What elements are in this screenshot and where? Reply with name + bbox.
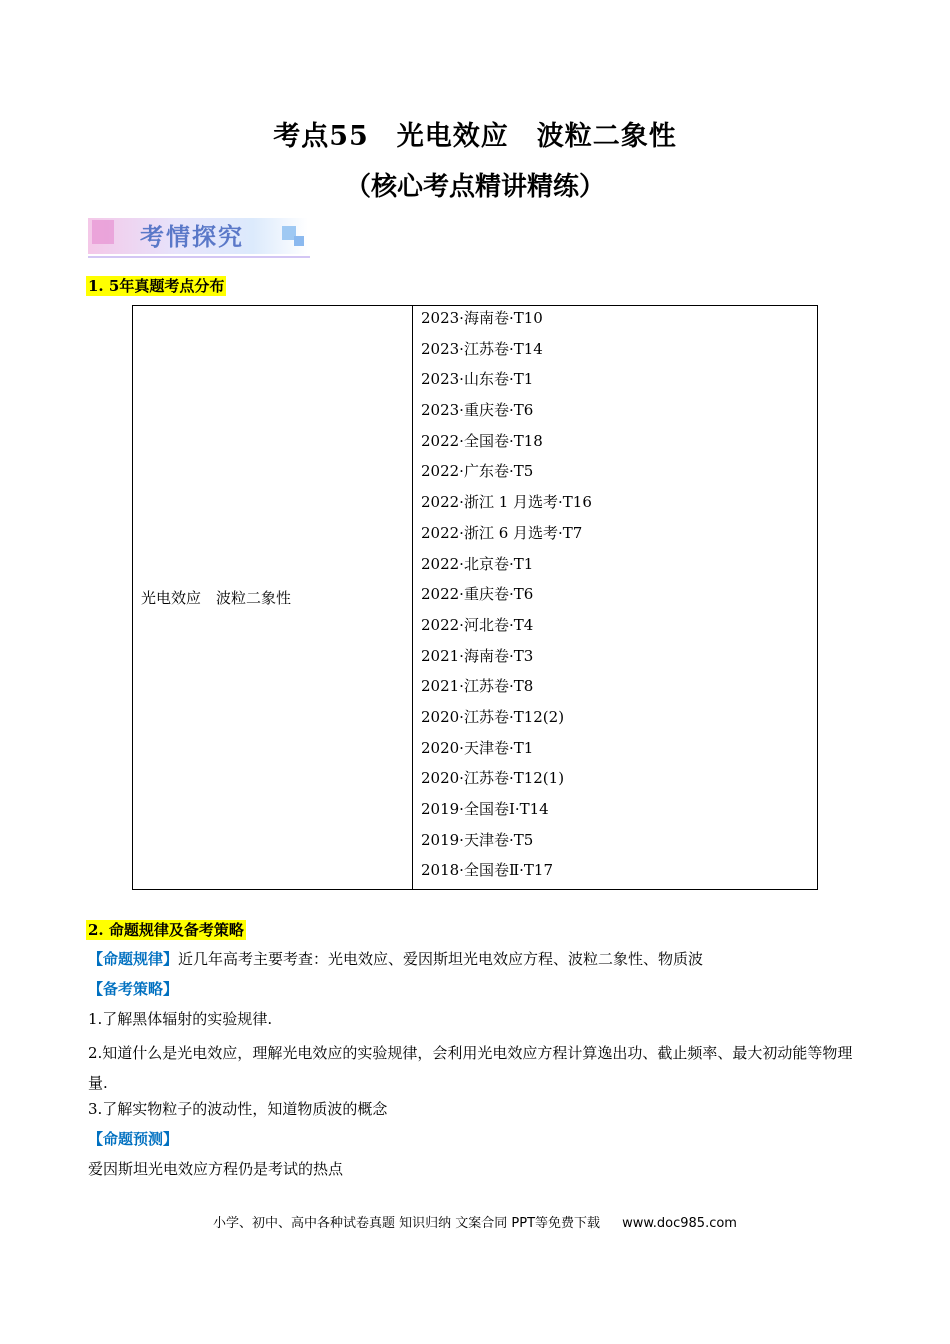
forecast-text: 爱因斯坦光电效应方程仍是考试的热点 (88, 1160, 344, 1178)
list-item: 2020·江苏卷·T12(2) (421, 707, 565, 726)
list-item: 2020·天津卷·T1 (421, 738, 534, 757)
list-item: 2023·海南卷·T10 (421, 309, 543, 327)
banner-decor-square (92, 220, 114, 244)
strategy-label-line (88, 978, 868, 1000)
page-title: 考点55 光电效应 波粒二象性 (273, 121, 677, 152)
list-item: 2022·重庆卷·T6 (421, 585, 534, 604)
forecast-label: 【命题预测】 (88, 1130, 179, 1148)
banner-title: 考情探究 (140, 223, 244, 251)
list-item: 2022·浙江 6 月选考·T7 (421, 523, 583, 542)
table-topic-cell: 光电效应 波粒二象性 (133, 306, 413, 890)
forecast-label-line (88, 1128, 868, 1150)
section-heading-strategy: 2. 命题规律及备考策略 (88, 921, 244, 939)
footer-text: 小学、初中、高中各种试卷真题 知识归纳 文案合同 PPT等免费下载 (213, 1216, 601, 1231)
strategy-item-2: 2.知道什么是光电效应，理解光电效应的实验规律，会利用光电效应方程计算逸出功、截止频率、最大初动能等物理量. (88, 1044, 853, 1092)
section-banner (88, 214, 314, 260)
list-item: 2023·江苏卷·T14 (421, 339, 543, 358)
list-item: 2021·江苏卷·T8 (421, 677, 534, 696)
list-item: 2022·全国卷·T18 (421, 431, 543, 450)
list-item: 2022·广东卷·T5 (421, 462, 534, 481)
footer-url: www.doc985.com (622, 1216, 737, 1231)
list-item: 2022·浙江 1 月选考·T16 (421, 493, 592, 512)
banner-underline (88, 256, 310, 258)
list-item: 2023·重庆卷·T6 (421, 401, 534, 420)
list-item: 2019·全国卷Ⅰ·T14 (421, 800, 549, 818)
strategy-item-3: 3.了解实物粒子的波动性，知道物质波的概念 (88, 1100, 388, 1118)
list-item: 2021·海南卷·T3 (421, 646, 534, 665)
exam-distribution-table (132, 305, 818, 890)
list-item: 2018·全国卷Ⅱ·T17 (421, 861, 553, 880)
list-item: 2023·山东卷·T1 (421, 370, 534, 389)
rule-text: 近几年高考主要考查：光电效应、爱因斯坦光电效应方程、波粒二象性、物质波 (178, 950, 704, 968)
page-subtitle: （核心考点精讲精练） (344, 172, 605, 202)
exam-items-list (421, 306, 817, 889)
banner-decor-square (294, 236, 304, 246)
list-item: 2022·北京卷·T1 (421, 554, 534, 573)
page-footer (0, 1212, 950, 1231)
section-heading-distribution: 1. 5年真题考点分布 (88, 277, 225, 295)
table-list-cell (413, 306, 818, 890)
list-item: 2020·江苏卷·T12(1) (421, 769, 565, 788)
table-row (133, 306, 818, 890)
list-item: 2022·河北卷·T4 (421, 615, 534, 634)
rule-paragraph (88, 948, 868, 970)
rule-label: 【命题规律】 (88, 950, 179, 968)
strategy-item-1: 1.了解黑体辐射的实验规律. (88, 1010, 273, 1028)
list-item: 2019·天津卷·T5 (421, 830, 534, 849)
strategy-label: 【备考策略】 (88, 980, 179, 998)
